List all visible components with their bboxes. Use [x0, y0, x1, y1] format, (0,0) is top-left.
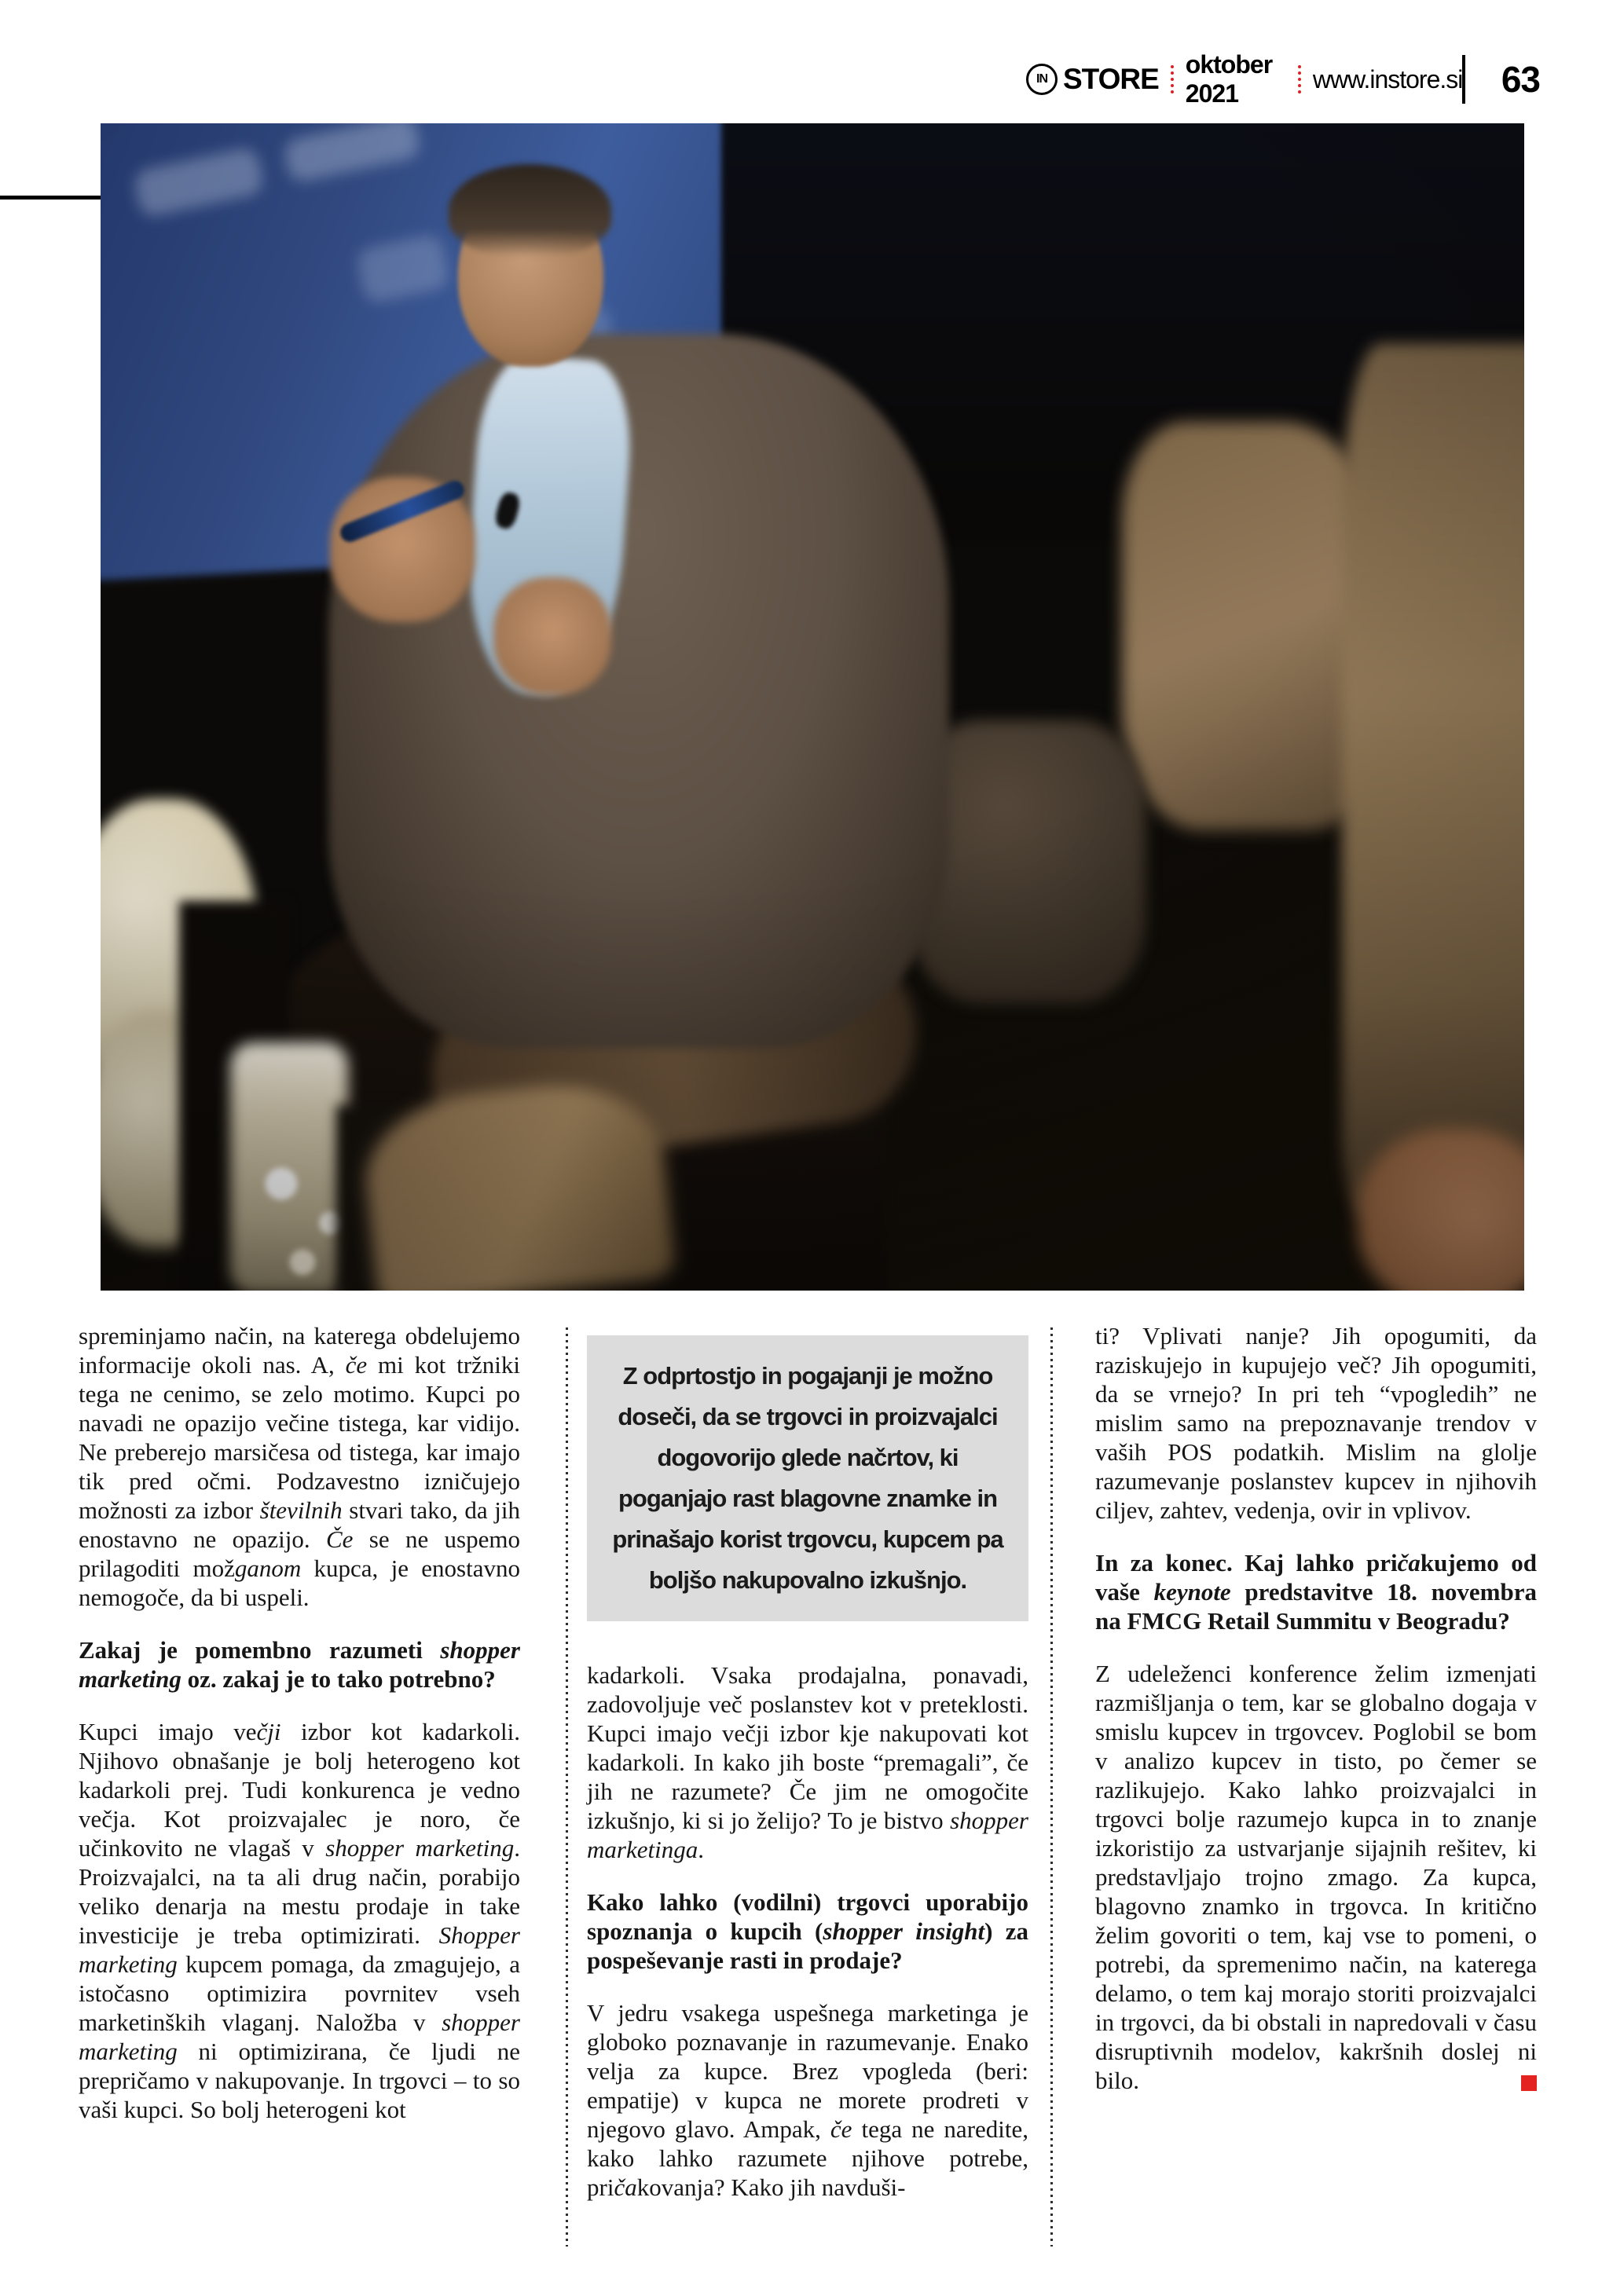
pull-quote-box — [587, 1335, 1028, 1621]
website-url: www.instore.si — [1312, 64, 1463, 93]
issue-date: oktober 2021 — [1185, 50, 1273, 108]
article-column-2 — [587, 1321, 1028, 2225]
interview-question-heading: Zakaj je pomembno razumeti shopper marketing oz. zakaj je to tako potrebno? — [79, 1636, 520, 1693]
article-paragraph: kadarkoli. Vsaka prodajalna, ponavadi, zadovoljuje več poslanstev kot v preteklosti. Kupci imajo večji izbor kje nakupovati kot kadarkoli. In kako jih boste “premagali”, če jih ne razumete? Če jim ne omogočite izkušnjo, ki si jo želijo? To je bistvo shopper marketinga. — [587, 1661, 1028, 1863]
article-column-3 — [1095, 1321, 1537, 2118]
article-end-mark — [1521, 2075, 1537, 2091]
interview-question-heading: In za konec. Kaj lahko pričakujemo od vaše keynote predstavitve 18. novembra na FMCG Retail Summitu v Beogradu? — [1095, 1549, 1537, 1635]
photo-vignette — [101, 123, 1524, 1291]
article-paragraph: spreminjamo način, na katerega obdelujemo informacije okoli nas. A, če mi kot tržniki tega ne cenimo, se zelo motimo. Kupci po navadi ne opazijo večine tistega, kar vidijo. Ne preberejo marsičesa od tistega, kar imajo tik pred očmi. Podzavestno izničujejo možnosti za izbor številnih stvari tako, da jih enostavno ne opazijo. Če se ne uspemo prilagoditi možganom kupca, je enostavno nemogoče, da bi uspeli. — [79, 1322, 520, 1611]
column-divider-dotted — [1050, 1327, 1053, 2247]
article-paragraph: V jedru vsakega uspešnega marketinga je globoko poznavanje in razumevanje. Enako velja za kupce. Brez vpogleda (beri: empatije) v kupca ne morete prodreti v njegovo glavo. Ampak, če tega ne naredite, kako lahko razumete njihove potrebe, pričakovanja? Kako jih navduši- — [587, 1999, 1029, 2201]
article-paragraph: Z udeleženci konference želim izmenjati razmišljanja o tem, kar se globalno dogaja v smislu kupcev in trgovcev. Poglobil se bom v analizo kupcev in tisto, po čemer se razlikujejo. Kako lahko proizvajalci in trgovci bolje razumejo kupca in to znanje izkoristijo za ustvarjanje sijajnih rešitev, ki predstavljajo trojno zmago. Za kupca, blagovno znamko in trgovca. In kritično želim govoriti o tem, kaj vse to pomeni, o potrebi, da spremenimo način, na katerega delamo, o tem kaj morajo storiti proizvajalci in trgovci, da bi obstali in napredovali v času disruptivnih modelov, kakršnih doslej ni bilo. — [1095, 1660, 1537, 2094]
article-column-1 — [79, 1321, 520, 2148]
conference-photo — [101, 123, 1524, 1291]
left-margin-rule — [0, 196, 101, 200]
magazine-title: STORE — [1063, 63, 1159, 95]
header-divider-bar — [1462, 55, 1465, 104]
page-number: 63 — [1501, 59, 1540, 100]
column-divider-dotted — [566, 1327, 568, 2247]
page-header — [1026, 52, 1540, 107]
red-dotted-separator — [1171, 65, 1174, 93]
article-paragraph: ti? Vplivati nanje? Jih opogumiti, da raziskujejo in kupujejo več? Jih opogumiti, da se vrnejo? In pri teh “vpogledih” ne mislim samo na prepoznavanje trendov v vaših POS podatkih. Mislim na glolje razumevanje poslanstev kupcev in njihovih ciljev, zahtev, vedenja, ovir in vplivov. — [1095, 1322, 1537, 1524]
interview-question-heading: Kako lahko (vodilni) trgovci uporabijo spoznanja o kupcih (shopper insight) za pospeševanje rasti in prodaje? — [587, 1888, 1028, 1974]
article-paragraph: Kupci imajo večji izbor kot kadarkoli. Njihovo obnašanje je bolj heterogeno kot kadarkoli prej. Tudi konkurenca je vedno večja. Kot proizvajalec je noro, če učinkovito ne vlagaš v shopper marketing. Proizvajalci, na ta ali drug način, porabijo veliko denarja na mestu prodaje in take investicije je treba optimizirati. Shopper marketing kupcem pomaga, da zmagujejo, a istočasno optimizira povrnitev vseh marketinških vlaganj. Naložba v shopper marketing ni optimizirana, če ljudi ne prepričamo v nakupovanje. In trgovci – to so vaši kupci. So bolj heterogeni kot — [79, 1718, 520, 2123]
red-dotted-separator — [1298, 65, 1301, 93]
pull-quote-text: Z odprtostjo in pogajanji je možno doseči, da se trgovci in proizvajalci dogovorijo glede načrtov, ki poganjajo rast blagovne znamke in prinašajo korist trgovcu, kupcem pa boljšo nakupovalno izkušnjo. — [612, 1362, 1003, 1594]
instore-logo-icon: IN — [1026, 64, 1058, 95]
